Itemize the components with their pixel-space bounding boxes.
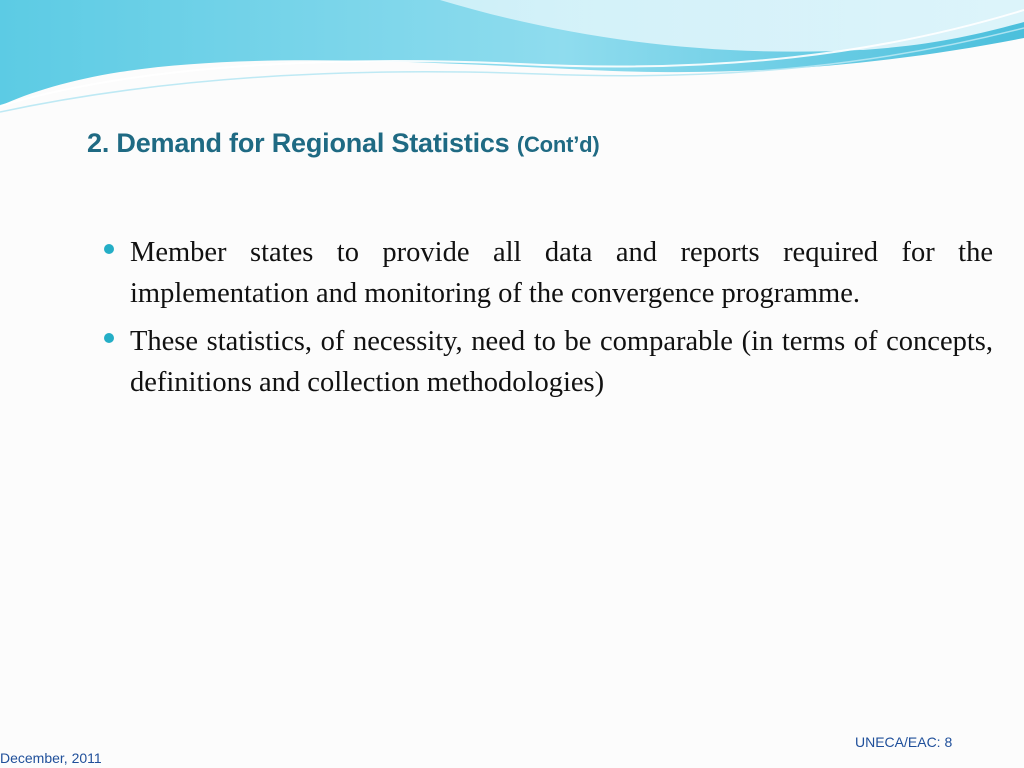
bullet-list [104, 232, 993, 410]
bullet-text: These statistics, of necessity, need to be comparable (in terms of concepts, definitions and collection methodologies) [130, 326, 993, 398]
bullet-dot-icon [104, 244, 114, 254]
footer-date: December, 2011 [0, 750, 102, 766]
bullet-item [104, 321, 993, 403]
bullet-dot-icon [104, 333, 114, 343]
slide-title-suffix: (Cont’d) [516, 132, 600, 157]
bullet-item [104, 232, 993, 314]
header-wave-decoration [0, 0, 1024, 120]
slide-title-main: 2. Demand for Regional Statistics [87, 128, 517, 158]
footer-page-number: UNECA/EAC: 8 [855, 734, 953, 750]
slide-title [87, 128, 600, 159]
bullet-text: Member states to provide all data and reports required for the implementation and monitoring of the convergence programme. [130, 237, 993, 309]
